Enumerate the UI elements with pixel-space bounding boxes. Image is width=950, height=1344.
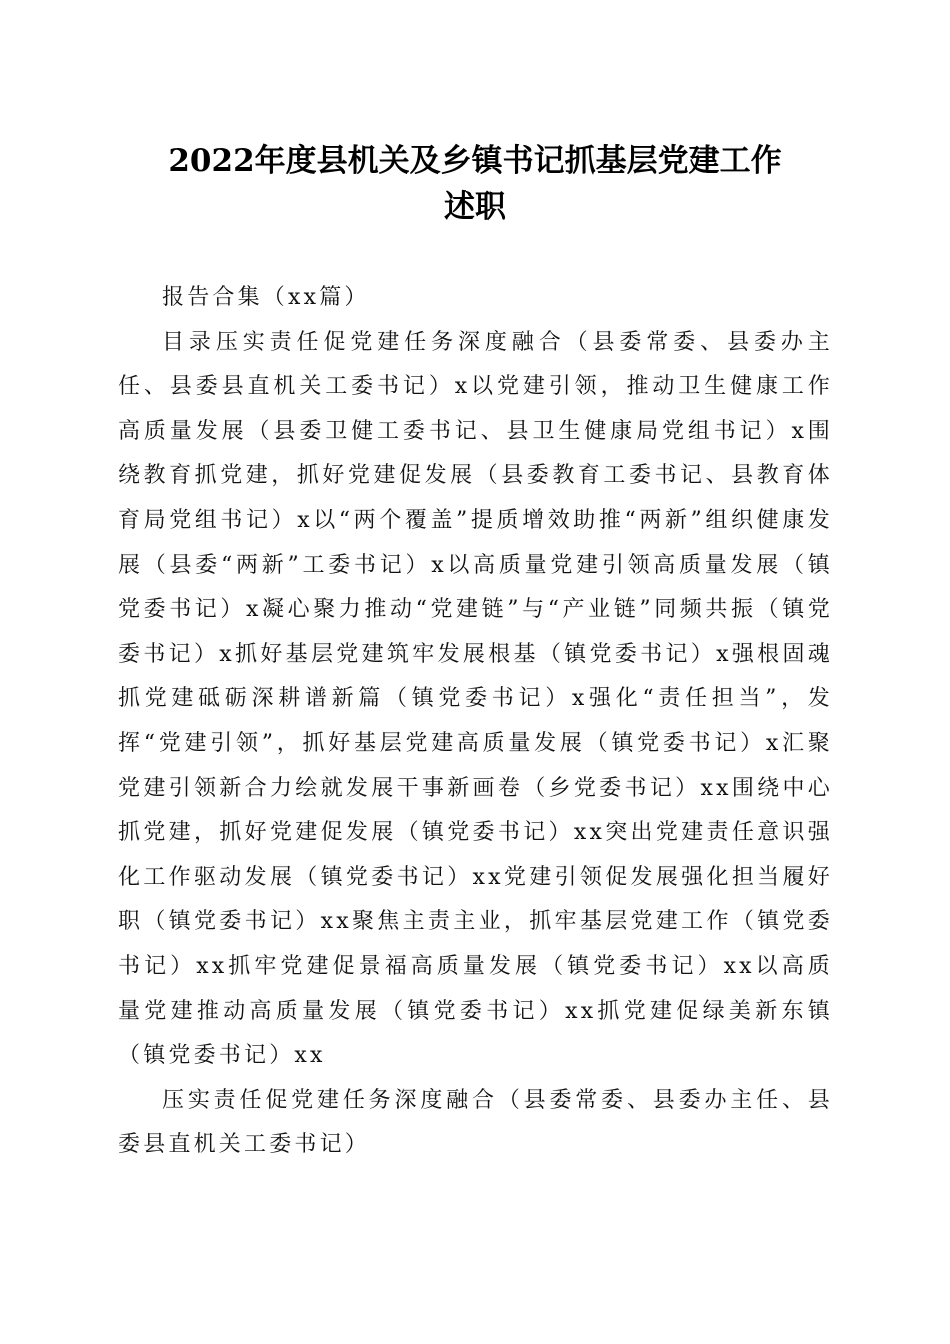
- paragraph-collection-count: 报告合集（xx篇）: [162, 285, 370, 310]
- paragraph-section-heading: 压实责任促党建任务深度融合（县委常委、县委办主任、县委县直机关工委书记）: [118, 1087, 833, 1158]
- document-title-line-2: 述职: [444, 189, 506, 225]
- document-title: [60, 138, 890, 230]
- paragraph-table-of-contents: 目录压实责任促党建任务深度融合（县委常委、县委办主任、县委县直机关工委书记）x以党建引领，推动卫生健康工作高质量发展（县委卫健工委书记、县卫生健康局党组书记）x围绕教育抓党建，抓好党建促发展（县委教育工委书记、县教育体育局党组书记）x以“两个覆盖”提质增效助推“两新”组织健康发展（县委“两新”工委书记）x以高质量党建引领高质量发展（镇党委书记）x凝心聚力推动“党建链”与“产业链”同频共振（镇党委书记）x抓好基层党建筑牢发展根基（镇党委书记）x强根固魂抓党建砥砺深耕谱新篇（镇党委书记）x强化“责任担当”，发挥“党建引领”，抓好基层党建高质量发展（镇党委书记）x汇聚党建引领新合力绘就发展干事新画卷（乡党委书记）xx围绕中心抓党建，抓好党建促发展（镇党委书记）xx突出党建责任意识强化工作驱动发展（镇党委书记）xx党建引领促发展强化担当履好职（镇党委书记）xx聚焦主责主业，抓牢基层党建工作（镇党委书记）xx抓牢党建促景福高质量发展（镇党委书记）xx以高质量党建推动高质量发展（镇党委书记）xx抓党建促绿美新东镇（镇党委书记）xx: [118, 329, 833, 1069]
- document-title-line-1: 2022年度县机关及乡镇书记抓基层党建工作: [168, 143, 782, 179]
- document-body: [118, 276, 833, 1168]
